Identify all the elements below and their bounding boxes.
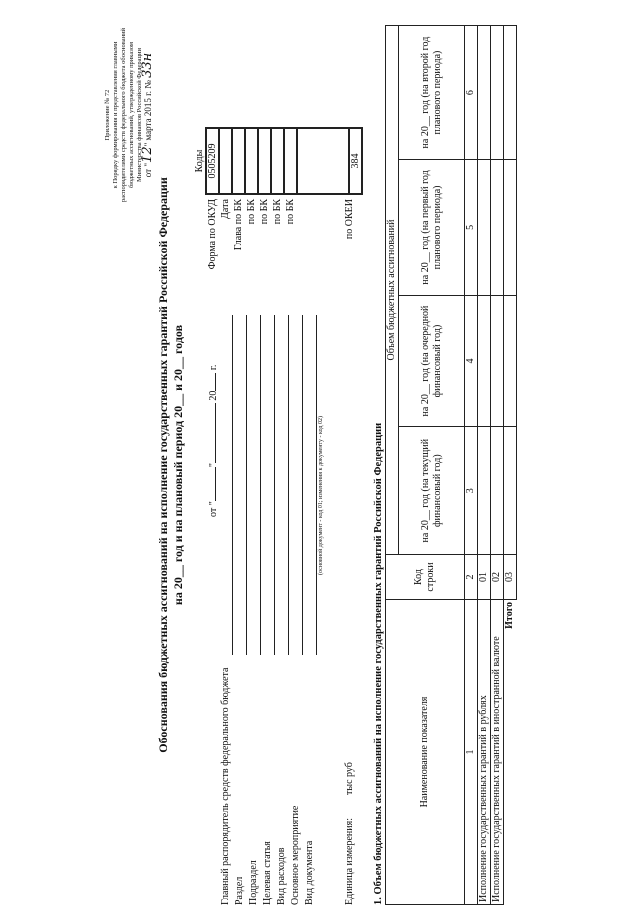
col-header-code: Код строки bbox=[386, 555, 465, 600]
appendix-line: к Порядку формирования и представления главными bbox=[112, 41, 119, 189]
chapter-label: Глава по БК bbox=[233, 199, 244, 251]
field-main-activity: Основное мероприятие bbox=[290, 805, 301, 905]
col-header-name: Наименование показателя bbox=[386, 600, 465, 905]
field-doc-type-line bbox=[315, 315, 317, 655]
col-number: 2 bbox=[465, 555, 478, 600]
col-number: 6 bbox=[465, 26, 478, 160]
field-subsection: Подраздел bbox=[248, 860, 259, 905]
appendix-line: распорядителями средств федерального бюджета обоснований bbox=[120, 27, 127, 203]
field-doc-type: Вид документа bbox=[304, 840, 315, 905]
field-expense-type: Вид расходов bbox=[276, 847, 287, 905]
col-number: 5 bbox=[465, 160, 478, 296]
field-section-line bbox=[245, 315, 247, 655]
col-number: 1 bbox=[465, 600, 478, 905]
field-target-line bbox=[273, 315, 275, 655]
row-cell bbox=[491, 427, 504, 555]
chapter-code bbox=[232, 128, 245, 194]
row-cell bbox=[478, 26, 491, 160]
expense-type-code bbox=[284, 128, 297, 194]
total-row bbox=[504, 26, 517, 905]
row-cell bbox=[478, 427, 491, 555]
subsection-bk-label: по БК bbox=[259, 199, 270, 225]
total-cell bbox=[504, 26, 517, 160]
doc-type-note: (основной документ - код 01; изменения к документу - код 02) bbox=[318, 416, 324, 575]
table-row bbox=[478, 26, 491, 905]
row-code: 01 bbox=[478, 555, 491, 600]
form-date: от "" 20 г. bbox=[208, 364, 219, 517]
field-expense-type-line bbox=[287, 315, 289, 655]
appendix-line: Министерства финансов Российской Федерации bbox=[136, 48, 143, 183]
target-code bbox=[271, 128, 284, 194]
codes-table bbox=[194, 127, 363, 195]
field-main-manager: Главный распорядитель средств федерального бюджета bbox=[220, 667, 231, 905]
field-main-manager-line bbox=[231, 315, 233, 655]
appendix-line: бюджетных ассигнований, утвержденному приказом bbox=[128, 42, 135, 189]
col-header-second-plan-year: на 20__ год (на второй год планового периода) bbox=[399, 26, 465, 160]
row-cell bbox=[491, 26, 504, 160]
field-main-activity-line bbox=[301, 315, 303, 655]
section-code bbox=[245, 128, 258, 194]
total-cell bbox=[504, 427, 517, 555]
col-header-next-year: на 20__ год (на очередной финансовый год) bbox=[399, 295, 465, 427]
appendix-date: от "12" марта 2015 г. № 33н bbox=[140, 52, 155, 178]
unit-value: тыс руб bbox=[344, 762, 355, 795]
total-cell bbox=[504, 160, 517, 296]
okud-label: Форма по ОКУД bbox=[207, 199, 218, 270]
table-row bbox=[491, 26, 504, 905]
budget-table bbox=[385, 25, 517, 905]
codes-header: Коды bbox=[194, 149, 205, 173]
appendix-line: Приложение № 72 bbox=[104, 89, 111, 141]
total-cell bbox=[504, 295, 517, 427]
col-header-first-plan-year: на 20__ год (на первый год планового периода) bbox=[399, 160, 465, 296]
field-subsection-line bbox=[259, 315, 261, 655]
appendix-note bbox=[104, 0, 155, 230]
field-target: Целевая статья bbox=[262, 841, 273, 905]
handwritten-number: 33н bbox=[140, 52, 155, 78]
subsection-code bbox=[258, 128, 271, 194]
row-cell bbox=[491, 160, 504, 296]
okei-code: 384 bbox=[349, 128, 362, 194]
section-1-title: 1. Объем бюджетных ассигнований на исполнение государственных гарантий Российской Федерации bbox=[373, 422, 384, 905]
okei-label: по ОКЕИ bbox=[344, 199, 355, 240]
blank-code bbox=[297, 128, 349, 194]
col-header-volume: Объем бюджетных ассигнований bbox=[386, 26, 399, 555]
expense-bk-label: по БК bbox=[285, 199, 296, 225]
row-code: 02 bbox=[491, 555, 504, 600]
document-page bbox=[90, 0, 550, 905]
handwritten-day: 12 bbox=[140, 146, 155, 163]
row-cell bbox=[491, 295, 504, 427]
total-label: Итого bbox=[504, 602, 516, 629]
document-title: Обоснования бюджетных ассигнований на исполнение государственных гарантий Российской Федерации на 20__ год и на плановый период 20__ и 20__ годов bbox=[156, 177, 185, 753]
col-number: 3 bbox=[465, 427, 478, 555]
field-section: Раздел bbox=[234, 876, 245, 905]
okud-code: 0505209 bbox=[206, 128, 219, 194]
unit-label: Единица измерения: bbox=[344, 818, 355, 905]
row-name: Исполнение государственных гарантий в рублях bbox=[478, 600, 491, 905]
target-bk-label: по БК bbox=[272, 199, 283, 225]
row-name: Исполнение государственных гарантий в иностранной валюте bbox=[491, 600, 504, 905]
section-bk-label: по БК bbox=[246, 199, 257, 225]
row-cell bbox=[478, 295, 491, 427]
row-cell bbox=[478, 160, 491, 296]
col-header-current-year: на 20__ год (на текущий финансовый год) bbox=[399, 427, 465, 555]
total-code: 03 bbox=[504, 555, 517, 600]
date-code bbox=[219, 128, 232, 194]
date-label: Дата bbox=[220, 199, 231, 219]
col-number: 4 bbox=[465, 295, 478, 427]
